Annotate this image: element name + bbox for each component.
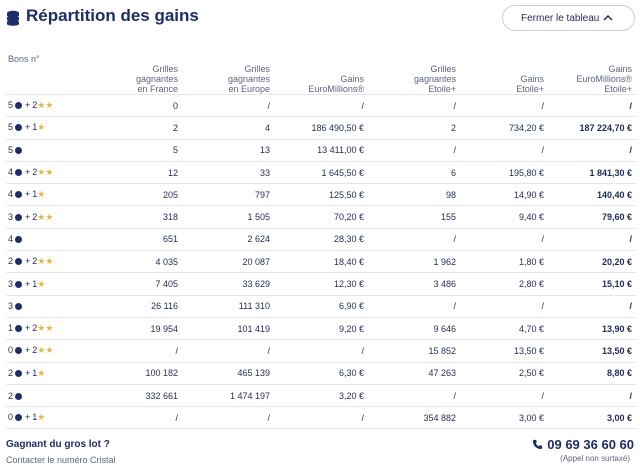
combo-cell: [6, 384, 86, 406]
star-icon: ★: [37, 367, 46, 378]
jackpot-question: Gagnant du gros lot ?: [6, 439, 110, 450]
column-header-line: gagnantes: [413, 74, 456, 84]
plus-sign: +: [25, 122, 31, 133]
plus-sign: +: [25, 323, 31, 334]
ball-icon: [15, 124, 22, 131]
cell-france: 7 405: [86, 273, 182, 295]
phone-note: (Appel non surtaxé): [560, 454, 630, 463]
cell-gains-em: 6,90 €: [274, 295, 368, 317]
column-header-line: Gains: [340, 74, 364, 84]
cell-europe: /: [182, 407, 274, 429]
cell-etoile-grilles: /: [368, 228, 460, 250]
cell-etoile-gains: /: [460, 228, 548, 250]
column-header-line: Etoile+: [428, 84, 456, 94]
cell-france: 19 954: [86, 317, 182, 339]
star-icon: ★: [45, 100, 54, 111]
combo-cell: [6, 228, 86, 250]
table-row: [6, 184, 636, 206]
gains-table: [6, 40, 636, 429]
plus-sign: +: [25, 167, 31, 178]
combo-cell: [6, 184, 86, 206]
stars-count: 2: [32, 100, 38, 111]
cell-europe: 4: [182, 117, 274, 139]
stars-count: 2: [32, 323, 38, 334]
table-body: [6, 95, 636, 429]
cell-europe: /: [182, 340, 274, 362]
cell-total: 15,10 €: [548, 273, 636, 295]
cell-france: 5: [86, 139, 182, 161]
plus-sign: +: [25, 256, 31, 267]
cell-etoile-grilles: 9 646: [368, 317, 460, 339]
cell-europe: 797: [182, 184, 274, 206]
column-header-line: EuroMillions®: [308, 84, 364, 94]
star-icon: ★: [37, 122, 46, 133]
star-icon: ★: [37, 211, 46, 222]
star-icon: ★: [45, 323, 54, 334]
stars-count: 1: [32, 278, 38, 289]
combo-cell: [6, 95, 86, 117]
column-header-3: [274, 40, 368, 95]
table-row: [6, 251, 636, 273]
cell-etoile-grilles: 1 962: [368, 251, 460, 273]
cell-france: 2: [86, 117, 182, 139]
balls-count: 1: [8, 323, 14, 334]
cell-total: /: [548, 95, 636, 117]
plus-sign: +: [25, 412, 31, 423]
cell-europe: 13: [182, 139, 274, 161]
page-title: Répartition des gains: [26, 6, 199, 25]
cell-etoile-gains: 195,80 €: [460, 161, 548, 183]
ball-icon: [15, 303, 22, 310]
balls-count: 0: [8, 412, 14, 423]
ball-icon: [15, 281, 22, 288]
balls-count: 4: [8, 167, 14, 178]
table-row: [6, 295, 636, 317]
cell-gains-em: 28,30 €: [274, 228, 368, 250]
cell-europe: 111 310: [182, 295, 274, 317]
cell-gains-em: 70,20 €: [274, 206, 368, 228]
column-header-line: Gains: [608, 64, 632, 74]
cell-etoile-grilles: 47 263: [368, 362, 460, 384]
combo-cell: [6, 251, 86, 273]
cell-etoile-grilles: 15 852: [368, 340, 460, 362]
cell-etoile-gains: 4,70 €: [460, 317, 548, 339]
cell-europe: 465 139: [182, 362, 274, 384]
column-header-line: Etoile+: [604, 84, 632, 94]
column-header-line: Grilles: [430, 64, 456, 74]
cell-etoile-grilles: 6: [368, 161, 460, 183]
cell-gains-em: 125,50 €: [274, 184, 368, 206]
star-icon: ★: [37, 189, 46, 200]
phone-icon: [532, 439, 543, 450]
combo-cell: [6, 340, 86, 362]
combo-cell: [6, 273, 86, 295]
cell-etoile-gains: 1,80 €: [460, 251, 548, 273]
table-row: [6, 95, 636, 117]
column-header-line: gagnantes: [135, 74, 178, 84]
cell-etoile-grilles: /: [368, 384, 460, 406]
column-header-6: [548, 40, 636, 95]
column-header-4: [368, 40, 460, 95]
combo-cell: [6, 117, 86, 139]
cell-france: 100 182: [86, 362, 182, 384]
ball-icon: [15, 147, 22, 154]
stars-count: 2: [32, 256, 38, 267]
cell-france: 318: [86, 206, 182, 228]
cell-total: 13,50 €: [548, 340, 636, 362]
column-header-line: Bons n°: [8, 54, 40, 64]
balls-count: 5: [8, 122, 14, 133]
cell-etoile-gains: 3,00 €: [460, 407, 548, 429]
cell-etoile-gains: 734,20 €: [460, 117, 548, 139]
cell-europe: 33: [182, 161, 274, 183]
ball-icon: [15, 102, 22, 109]
cell-etoile-grilles: 98: [368, 184, 460, 206]
cell-total: 8,80 €: [548, 362, 636, 384]
cell-etoile-grilles: 2: [368, 117, 460, 139]
balls-count: 5: [8, 100, 14, 111]
column-header-line: Grilles: [152, 64, 178, 74]
cell-europe: 33 629: [182, 273, 274, 295]
stars-count: 2: [32, 167, 38, 178]
star-icon: ★: [37, 345, 46, 356]
combo-cell: [6, 317, 86, 339]
column-header-line: en France: [137, 84, 178, 94]
column-header-line: EuroMillions®: [576, 74, 632, 84]
cell-france: 205: [86, 184, 182, 206]
plus-sign: +: [25, 211, 31, 222]
column-header-line: gagnantes: [227, 74, 270, 84]
ball-icon: [15, 370, 22, 377]
star-icon: ★: [45, 211, 54, 222]
cell-gains-em: 13 411,00 €: [274, 139, 368, 161]
cell-europe: /: [182, 95, 274, 117]
cell-etoile-gains: /: [460, 295, 548, 317]
column-header-line: Gains: [520, 74, 544, 84]
cell-europe: 2 624: [182, 228, 274, 250]
column-header-2: [182, 40, 274, 95]
balls-count: 2: [8, 390, 14, 401]
star-icon: ★: [37, 323, 46, 334]
cell-total: 13,90 €: [548, 317, 636, 339]
column-header-line: Etoile+: [516, 84, 544, 94]
chevron-up-icon: [602, 12, 614, 24]
cell-gains-em: 3,20 €: [274, 384, 368, 406]
balls-count: 2: [8, 367, 14, 378]
cell-etoile-grilles: 354 882: [368, 407, 460, 429]
cell-europe: 20 087: [182, 251, 274, 273]
contact-text: Contacter le numéro Cristal: [6, 455, 116, 465]
cell-europe: 1 474 197: [182, 384, 274, 406]
cell-etoile-gains: /: [460, 95, 548, 117]
combo-cell: [6, 161, 86, 183]
combo-cell: [6, 407, 86, 429]
ball-icon: [15, 414, 22, 421]
ball-icon: [15, 191, 22, 198]
ball-icon: [15, 347, 22, 354]
plus-sign: +: [25, 100, 31, 111]
cell-total: 187 224,70 €: [548, 117, 636, 139]
column-header-line: en Europe: [228, 84, 270, 94]
cell-etoile-gains: /: [460, 139, 548, 161]
cell-france: /: [86, 340, 182, 362]
table-row: [6, 362, 636, 384]
cell-etoile-grilles: /: [368, 95, 460, 117]
combo-cell: [6, 295, 86, 317]
close-table-label: Fermer le tableau: [521, 12, 600, 24]
table-row: [6, 273, 636, 295]
ball-icon: [15, 169, 22, 176]
stars-count: 2: [32, 345, 38, 356]
cell-total: 3,00 €: [548, 407, 636, 429]
ball-icon: [15, 236, 22, 243]
stars-count: 1: [32, 367, 38, 378]
balls-count: 0: [8, 345, 14, 356]
cell-total: 79,60 €: [548, 206, 636, 228]
balls-count: 3: [8, 301, 14, 312]
ball-icon: [15, 325, 22, 332]
column-header-line: Grilles: [244, 64, 270, 74]
cell-france: 26 116: [86, 295, 182, 317]
star-icon: ★: [37, 278, 46, 289]
cell-total: /: [548, 228, 636, 250]
ball-icon: [15, 214, 22, 221]
table-row: [6, 139, 636, 161]
column-header-0: [6, 40, 86, 95]
header: [0, 0, 640, 36]
star-icon: ★: [45, 345, 54, 356]
table-row: [6, 228, 636, 250]
cell-etoile-gains: 2,50 €: [460, 362, 548, 384]
cell-etoile-grilles: 3 486: [368, 273, 460, 295]
cell-total: 20,20 €: [548, 251, 636, 273]
star-icon: ★: [45, 256, 54, 267]
cell-gains-em: 12,30 €: [274, 273, 368, 295]
balls-count: 4: [8, 189, 14, 200]
cell-etoile-grilles: /: [368, 295, 460, 317]
star-icon: ★: [37, 412, 46, 423]
cell-total: /: [548, 139, 636, 161]
table-row: [6, 161, 636, 183]
stars-count: 1: [32, 412, 38, 423]
stars-count: 1: [32, 122, 38, 133]
ball-icon: [15, 258, 22, 265]
combo-cell: [6, 139, 86, 161]
cell-etoile-gains: /: [460, 384, 548, 406]
balls-count: 3: [8, 278, 14, 289]
table-row: [6, 317, 636, 339]
cell-france: 4 035: [86, 251, 182, 273]
cell-gains-em: 186 490,50 €: [274, 117, 368, 139]
phone-number[interactable]: [532, 437, 634, 452]
combo-cell: [6, 206, 86, 228]
cell-gains-em: /: [274, 95, 368, 117]
table-row: [6, 117, 636, 139]
cell-etoile-gains: 13,50 €: [460, 340, 548, 362]
plus-sign: +: [25, 189, 31, 200]
cell-etoile-grilles: 155: [368, 206, 460, 228]
cell-gains-em: 1 645,50 €: [274, 161, 368, 183]
balls-count: 5: [8, 145, 14, 156]
table-row: [6, 384, 636, 406]
star-icon: ★: [37, 100, 46, 111]
column-header-1: [86, 40, 182, 95]
balls-count: 3: [8, 211, 14, 222]
cell-total: /: [548, 295, 636, 317]
cell-etoile-gains: 9,40 €: [460, 206, 548, 228]
star-icon: ★: [37, 167, 46, 178]
cell-etoile-grilles: /: [368, 139, 460, 161]
cell-total: /: [548, 384, 636, 406]
cell-france: 332 661: [86, 384, 182, 406]
cell-total: 1 841,30 €: [548, 161, 636, 183]
table-header-row: [6, 40, 636, 95]
cell-france: /: [86, 407, 182, 429]
plus-sign: +: [25, 278, 31, 289]
balls-count: 4: [8, 234, 14, 245]
star-icon: ★: [45, 167, 54, 178]
cell-gains-em: 9,20 €: [274, 317, 368, 339]
plus-sign: +: [25, 367, 31, 378]
ball-icon: [15, 393, 22, 400]
cell-france: 12: [86, 161, 182, 183]
cell-etoile-gains: 14,90 €: [460, 184, 548, 206]
balls-count: 2: [8, 256, 14, 267]
combo-cell: [6, 362, 86, 384]
cell-europe: 101 419: [182, 317, 274, 339]
table-row: [6, 407, 636, 429]
plus-sign: +: [25, 345, 31, 356]
cell-europe: 1 505: [182, 206, 274, 228]
table-row: [6, 340, 636, 362]
cell-etoile-gains: 2,80 €: [460, 273, 548, 295]
cell-gains-em: /: [274, 340, 368, 362]
cell-gains-em: 18,40 €: [274, 251, 368, 273]
cell-france: 651: [86, 228, 182, 250]
star-icon: ★: [37, 256, 46, 267]
coins-icon: [6, 10, 20, 26]
cell-gains-em: /: [274, 407, 368, 429]
phone-number-text: 09 69 36 60 60: [547, 437, 634, 452]
column-header-5: [460, 40, 548, 95]
close-table-button[interactable]: [502, 5, 635, 31]
stars-count: 1: [32, 189, 38, 200]
cell-france: 0: [86, 95, 182, 117]
table-row: [6, 206, 636, 228]
cell-gains-em: 6,30 €: [274, 362, 368, 384]
stars-count: 2: [32, 211, 38, 222]
cell-total: 140,40 €: [548, 184, 636, 206]
